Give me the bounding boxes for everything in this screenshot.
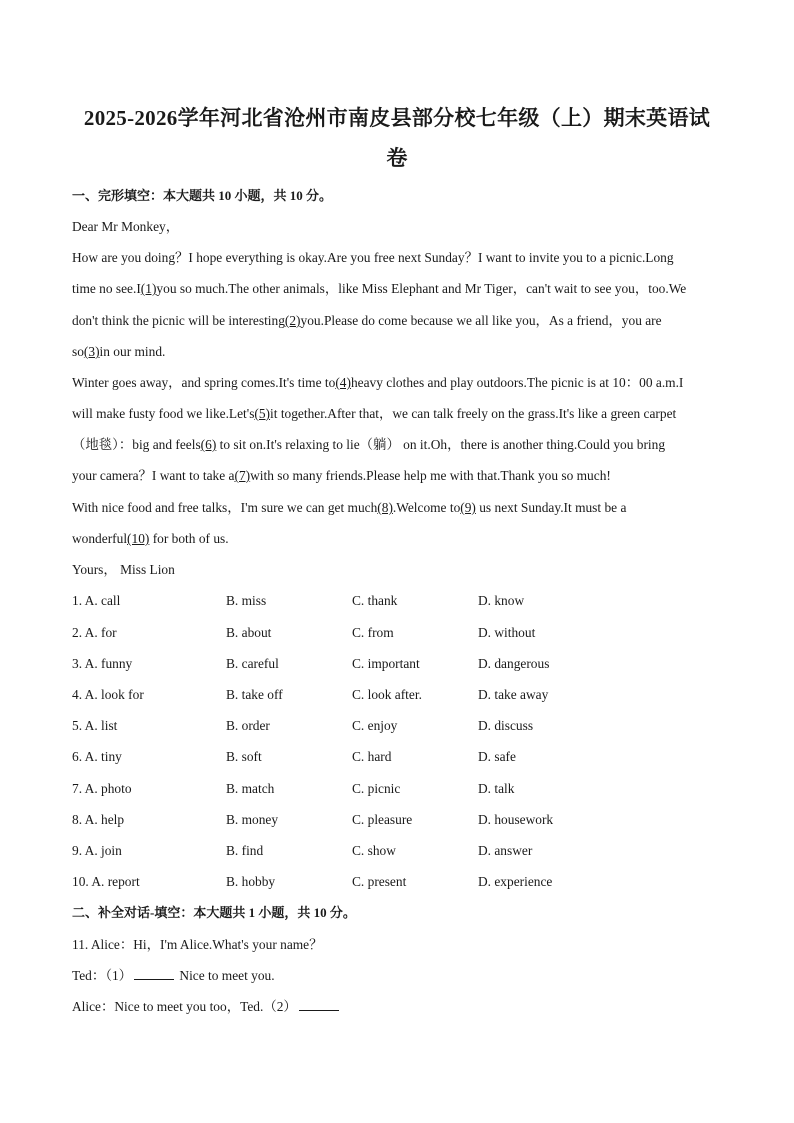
option-d[interactable]: D. take away [478, 687, 549, 702]
section-2-heading: 二、补全对话-填空：本大题共 1 小题，共 10 分。 [72, 905, 356, 920]
text-segment: with so many friends.Please help me with that.Thank you so much! [250, 468, 611, 483]
text-segment: Ted：（1） [72, 968, 133, 983]
blank-5: (5) [254, 406, 271, 421]
text-segment: your camera？I want to take a [72, 468, 235, 483]
letter-line [72, 280, 722, 298]
text-segment: you.Please do come because we all like you，As a friend，you are [300, 313, 662, 328]
letter-closing: Yours， Miss Lion [72, 562, 175, 577]
option-c[interactable]: C. from [352, 625, 394, 640]
text-segment: for both of us. [149, 531, 229, 546]
letter-line [72, 249, 722, 267]
blank-3: (3) [83, 344, 100, 359]
exam-title [60, 98, 734, 178]
dialog-line-1: 11. Alice：Hi，I'm Alice.What's your name？ [72, 937, 323, 952]
text-segment: will make fusty food we like.Let's [72, 406, 255, 421]
option-b[interactable]: B. hobby [226, 874, 276, 889]
text-segment: Nice to meet you. [176, 968, 275, 983]
text-segment: don't think the picnic will be interesting [72, 313, 285, 328]
option-a[interactable]: 10. A. report [72, 874, 140, 889]
option-d[interactable]: D. housework [478, 812, 554, 827]
text-segment: in our mind. [99, 344, 166, 359]
letter-line [72, 530, 722, 548]
option-d[interactable]: D. know [478, 593, 525, 608]
option-d[interactable]: D. discuss [478, 718, 534, 733]
blank-8: (8) [377, 500, 393, 515]
option-b[interactable]: B. match [226, 781, 275, 796]
option-c[interactable]: C. important [352, 656, 420, 671]
text-segment: Winter goes away，and spring comes.It's time to [72, 375, 336, 390]
text-segment: With nice food and free talks，I'm sure we can get much [72, 500, 378, 515]
option-c[interactable]: C. look after. [352, 687, 422, 702]
letter-greeting: Dear Mr Monkey， [72, 219, 180, 234]
option-d[interactable]: D. dangerous [478, 656, 550, 671]
answer-blank-1[interactable] [134, 967, 174, 980]
text-segment: us next Sunday.It must be a [475, 500, 627, 515]
option-d[interactable]: D. answer [478, 843, 533, 858]
option-c[interactable]: C. enjoy [352, 718, 398, 733]
blank-1: (1) [140, 281, 157, 296]
text-segment: Alice：Nice to meet you too，Ted.（2） [72, 999, 297, 1014]
section-1-heading: 一、完形填空：本大题共 10 小题，共 10 分。 [72, 188, 333, 203]
blank-2: (2) [284, 313, 301, 328]
text-segment: time no see.I [72, 281, 141, 296]
text-segment: （地毯）：big and feels [72, 437, 201, 452]
option-b[interactable]: B. find [226, 843, 264, 858]
option-a[interactable]: 5. A. list [72, 718, 118, 733]
option-b[interactable]: B. about [226, 625, 272, 640]
option-b[interactable]: B. miss [226, 593, 267, 608]
text-segment: to sit on.It's relaxing to lie（躺） on it.Oh，there is another thing.Could you bring [216, 437, 666, 452]
option-b[interactable]: B. soft [226, 749, 262, 764]
letter-line [72, 343, 722, 361]
letter-line [72, 374, 722, 392]
letter-line [72, 312, 722, 330]
blank-4: (4) [335, 375, 351, 390]
option-a[interactable]: 1. A. call [72, 593, 121, 608]
option-d[interactable]: D. talk [478, 781, 515, 796]
letter-line [72, 467, 722, 485]
blank-6: (6) [200, 437, 217, 452]
letter-line [72, 405, 722, 423]
title-line-1: 2025-2026学年河北省沧州市南皮县部分校七年级（上）期末英语试 [83, 106, 711, 130]
answer-blank-2[interactable] [299, 998, 339, 1011]
text-segment: you so much.The other animals，like Miss Elephant and Mr Tiger，can't wait to see you，too.We [156, 281, 687, 296]
option-c[interactable]: C. show [352, 843, 396, 858]
option-c[interactable]: C. present [352, 874, 407, 889]
blank-10: (10) [127, 531, 150, 546]
blank-7: (7) [234, 468, 251, 483]
letter-line [72, 436, 722, 454]
blank-9: (9) [460, 500, 476, 515]
letter-line [72, 499, 722, 517]
text-segment: wonderful [72, 531, 128, 546]
option-c[interactable]: C. picnic [352, 781, 401, 796]
option-b[interactable]: B. money [226, 812, 279, 827]
text-segment: How are you doing？I hope everything is okay.Are you free next Sunday？I want to invite you to a picnic.Long [72, 250, 674, 265]
text-segment: it together.After that，we can talk freely on the grass.It's like a green carpet [270, 406, 677, 421]
option-a[interactable]: 6. A. tiny [72, 749, 122, 764]
text-segment: heavy clothes and play outdoors.The picnic is at 10：00 a.m.I [350, 375, 684, 390]
option-a[interactable]: 3. A. funny [72, 656, 133, 671]
dialog-line-3 [72, 998, 722, 1016]
option-c[interactable]: C. pleasure [352, 812, 413, 827]
option-c[interactable]: C. thank [352, 593, 398, 608]
option-b[interactable]: B. careful [226, 656, 279, 671]
option-a[interactable]: 7. A. photo [72, 781, 132, 796]
option-d[interactable]: D. without [478, 625, 536, 640]
option-d[interactable]: D. safe [478, 749, 516, 764]
option-a[interactable]: 4. A. look for [72, 687, 144, 702]
text-segment: so [72, 344, 84, 359]
title-line-2: 卷 [386, 146, 408, 170]
option-a[interactable]: 2. A. for [72, 625, 117, 640]
option-a[interactable]: 8. A. help [72, 812, 125, 827]
option-a[interactable]: 9. A. join [72, 843, 122, 858]
text-segment: .Welcome to [392, 500, 461, 515]
option-d[interactable]: D. experience [478, 874, 553, 889]
option-c[interactable]: C. hard [352, 749, 392, 764]
option-b[interactable]: B. order [226, 718, 270, 733]
option-b[interactable]: B. take off [226, 687, 283, 702]
dialog-line-2 [72, 967, 722, 985]
